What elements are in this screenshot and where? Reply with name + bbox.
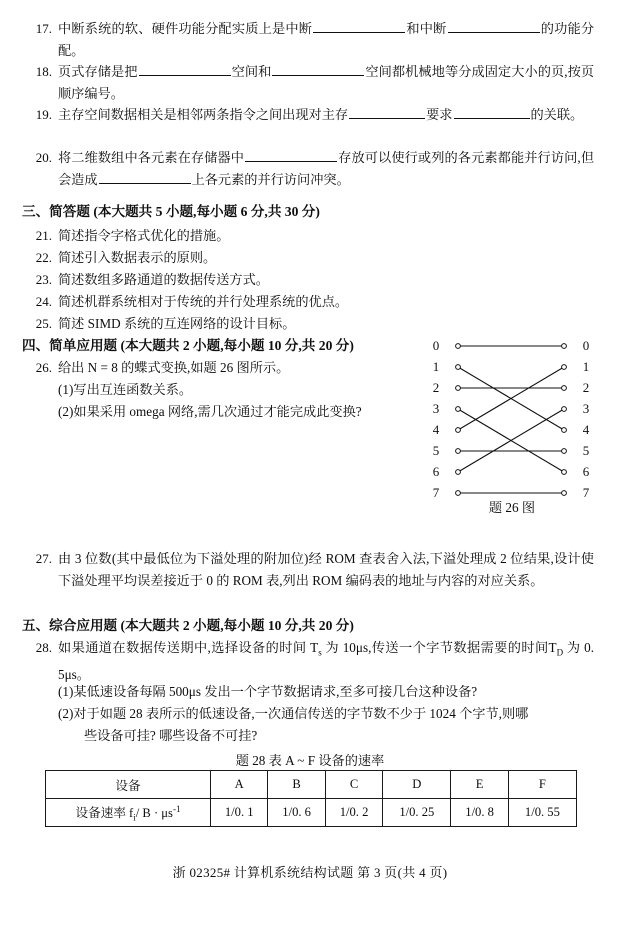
question-28-stem-b: 为 10μs,传送一个字节数据需要的时间 xyxy=(321,640,549,655)
question-23-number: 23. xyxy=(35,272,52,287)
question-20-text-c: 上各元素的并行访问冲突。 xyxy=(191,171,350,187)
question-19-body xyxy=(58,104,594,126)
question-28-td-subscript: D xyxy=(556,647,564,658)
question-25-number: 25. xyxy=(35,316,52,331)
question-19-text-b: 要求 xyxy=(426,107,453,122)
question-28-stem-a: 如果通道在数据传送期中,选择设备的时间 T xyxy=(58,640,319,655)
question-17-body xyxy=(58,18,594,61)
figure-26-left-label-0: 0 xyxy=(432,338,440,353)
table-28-device-rates xyxy=(45,770,577,827)
question-17-text-a: 中断系统的软、硬件功能分配实质上是中断 xyxy=(58,21,313,36)
question-18-text-b: 空间和 xyxy=(231,64,272,79)
question-21 xyxy=(26,225,446,247)
question-18-text-a: 页式存储是把 xyxy=(58,64,138,79)
figure-26-right-label-5: 5 xyxy=(582,443,590,458)
question-18-blank-1[interactable] xyxy=(139,62,231,76)
question-18-blank-2[interactable] xyxy=(272,62,364,76)
figure-26-node-left-1 xyxy=(456,365,461,370)
question-27-body: 由 3 位数(其中最低位为下溢处理的附加位)经 ROM 查表舍入法,下溢处理成 2 位结果,设计使下溢处理平均误差接近于 0 的 ROM 表,列出 ROM 编码表的地址与内容的对应关系。 xyxy=(58,551,594,588)
section-heading-3: 三、简答题 (本大题共 5 小题,每小题 6 分,共 30 分) xyxy=(22,204,320,219)
figure-26-edges xyxy=(458,346,564,493)
question-17-blank-2[interactable] xyxy=(448,19,540,33)
table-28-caption: 题 28 表 A ~ F 设备的速率 xyxy=(235,753,385,768)
figure-26-node-right-4 xyxy=(562,428,567,433)
figure-26-node-right-6 xyxy=(562,470,567,475)
figure-26-node-left-5 xyxy=(456,449,461,454)
figure-26-nodes xyxy=(456,344,567,496)
question-28-stem xyxy=(58,637,594,686)
table-28-device-b: B xyxy=(268,771,325,799)
question-26-stem: 给出 N = 8 的蝶式变换,如题 26 图所示。 xyxy=(58,360,290,375)
figure-26-node-right-1 xyxy=(562,365,567,370)
question-28-sub2 xyxy=(58,703,598,725)
question-18-body xyxy=(58,61,594,104)
figure-26-node-right-0 xyxy=(562,344,567,349)
question-25 xyxy=(26,313,446,335)
figure-26-node-left-6 xyxy=(456,470,461,475)
figure-26-left-label-2: 2 xyxy=(432,380,440,395)
table-28-device-f: F xyxy=(508,771,576,799)
question-20-body xyxy=(58,147,594,190)
question-17-number: 17. xyxy=(35,21,52,36)
rate-label-subscript: i xyxy=(133,812,136,823)
question-24 xyxy=(26,291,446,313)
question-26-sub2-text: (2)如果采用 omega 网络,需几次通过才能完成此变换? xyxy=(58,404,362,419)
table-row-header xyxy=(46,771,577,799)
rate-label-prefix: 设备速率 f xyxy=(75,806,134,821)
question-28-number: 28. xyxy=(35,640,52,655)
figure-26-left-label-7: 7 xyxy=(432,485,440,500)
question-26-number: 26. xyxy=(35,360,52,375)
question-17-text-b: 和中断 xyxy=(406,21,447,36)
question-20-number: 20. xyxy=(35,150,52,165)
question-19-blank-1[interactable] xyxy=(349,105,425,119)
table-28-rate-c: 1/0. 2 xyxy=(325,799,382,827)
table-28-rate-b: 1/0. 6 xyxy=(268,799,325,827)
question-28-ts-subscript: s xyxy=(318,647,322,658)
figure-26-right-label-0: 0 xyxy=(582,338,590,353)
question-18 xyxy=(26,61,594,104)
question-23-body: 简述数组多路通道的数据传送方式。 xyxy=(58,272,269,287)
table-28-device-c: C xyxy=(325,771,382,799)
figure-26-left-label-4: 4 xyxy=(432,422,440,437)
table-28-device-e: E xyxy=(451,771,508,799)
table-28-rate-f: 1/0. 55 xyxy=(508,799,576,827)
question-20-text-a: 将二维数组中各元素在存储器中 xyxy=(58,150,245,165)
table-row-rates xyxy=(46,799,577,827)
question-22-number: 22. xyxy=(35,250,52,265)
question-19-blank-2[interactable] xyxy=(454,105,530,119)
question-21-number: 21. xyxy=(35,228,52,243)
question-24-number: 24. xyxy=(35,294,52,309)
question-26 xyxy=(26,357,426,379)
question-17 xyxy=(26,18,594,61)
table-28-rate-e: 1/0. 8 xyxy=(451,799,508,827)
figure-26-left-label-6: 6 xyxy=(432,464,440,479)
figure-26-right-label-1: 1 xyxy=(582,359,590,374)
figure-26-node-left-4 xyxy=(456,428,461,433)
table-28-device-a: A xyxy=(211,771,268,799)
question-28-sub2-text: (2)对于如题 28 表所示的低速设备,一次通信传送的字节数不少于 1024 个字节,则哪 xyxy=(58,706,529,721)
question-19-text-a: 主存空间数据相关是相邻两条指令之间出现对主存 xyxy=(58,107,349,122)
figure-26-right-label-7: 7 xyxy=(582,485,590,500)
question-28-sub2-cont xyxy=(84,725,620,747)
question-28-stem-c: T xyxy=(548,640,557,655)
rate-label-mid: / B · μs xyxy=(135,806,173,821)
figure-26-node-left-7 xyxy=(456,491,461,496)
figure-26-right-label-6: 6 xyxy=(582,464,590,479)
figure-26-node-left-2 xyxy=(456,386,461,391)
question-28-sub1-text: (1)某低速设备每隔 500μs 发出一个字节数据请求,至多可接几台这种设备? xyxy=(58,684,478,699)
figure-26-left-label-1: 1 xyxy=(432,359,440,374)
question-25-body: 简述 SIMD 系统的互连网络的设计目标。 xyxy=(58,316,296,331)
question-18-text-c: 空间都机械地等分成固定大小的页,按页顺序编号。 xyxy=(58,64,595,101)
section-heading-4: 四、简单应用题 (本大题共 2 小题,每小题 10 分,共 20 分) xyxy=(22,338,354,353)
question-17-text-c: 的功能分配。 xyxy=(58,21,595,58)
question-21-body: 简述指令字格式优化的措施。 xyxy=(58,228,230,243)
question-20 xyxy=(26,147,594,190)
section-heading-5: 五、综合应用题 (本大题共 2 小题,每小题 10 分,共 20 分) xyxy=(22,618,354,633)
question-28-sub2-cont-text: 些设备可挂? 哪些设备不可挂? xyxy=(84,728,258,743)
question-17-blank-1[interactable] xyxy=(313,19,405,33)
figure-26-right-label-4: 4 xyxy=(582,422,590,437)
question-26-sub1-text: (1)写出互连函数关系。 xyxy=(58,382,193,397)
question-22-body: 简述引入数据表示的原则。 xyxy=(58,250,217,265)
figure-26-left-label-3: 3 xyxy=(432,401,440,416)
figure-26-node-right-7 xyxy=(562,491,567,496)
question-23 xyxy=(26,269,446,291)
question-20-blank-2[interactable] xyxy=(99,169,191,183)
figure-26-node-right-5 xyxy=(562,449,567,454)
rate-label-superscript: -1 xyxy=(172,804,181,815)
figure-26-butterfly-network xyxy=(428,334,596,524)
table-28-device-d: D xyxy=(383,771,451,799)
figure-26-node-left-3 xyxy=(456,407,461,412)
table-28-rate-a: 1/0. 1 xyxy=(211,799,268,827)
question-28-stem-d: 为 0. 5μs。 xyxy=(58,640,595,683)
table-28-row-label-rate xyxy=(46,799,211,827)
figure-26-node-right-2 xyxy=(562,386,567,391)
question-19-text-c: 的关联。 xyxy=(530,107,584,122)
figure-26-right-label-2: 2 xyxy=(582,380,590,395)
page-footer: 浙 02325# 计算机系统结构试题 第 3 页(共 4 页) xyxy=(172,865,448,880)
question-18-number: 18. xyxy=(35,64,52,79)
figure-26-left-label-5: 5 xyxy=(432,443,440,458)
question-20-text-b: 存放可以使行或列的各元素都能并行访问,但会造成 xyxy=(58,150,595,187)
figure-26-node-left-0 xyxy=(456,344,461,349)
question-19-number: 19. xyxy=(35,107,52,122)
question-27-number: 27. xyxy=(35,551,52,566)
question-26-sub1 xyxy=(58,379,438,401)
question-27 xyxy=(26,548,594,591)
figure-26-caption: 题 26 图 xyxy=(488,500,536,515)
question-24-body: 简述机群系统相对于传统的并行处理系统的优点。 xyxy=(58,294,349,309)
figure-26-right-label-3: 3 xyxy=(582,401,590,416)
figure-26-node-right-3 xyxy=(562,407,567,412)
question-28-sub1 xyxy=(58,681,598,703)
question-28 xyxy=(26,637,594,686)
table-28-rate-d: 1/0. 25 xyxy=(383,799,451,827)
question-26-sub2 xyxy=(58,401,438,423)
table-28-row-label-device: 设备 xyxy=(46,771,211,799)
question-19 xyxy=(26,104,594,126)
question-20-blank-1[interactable] xyxy=(245,148,337,162)
question-22 xyxy=(26,247,446,269)
